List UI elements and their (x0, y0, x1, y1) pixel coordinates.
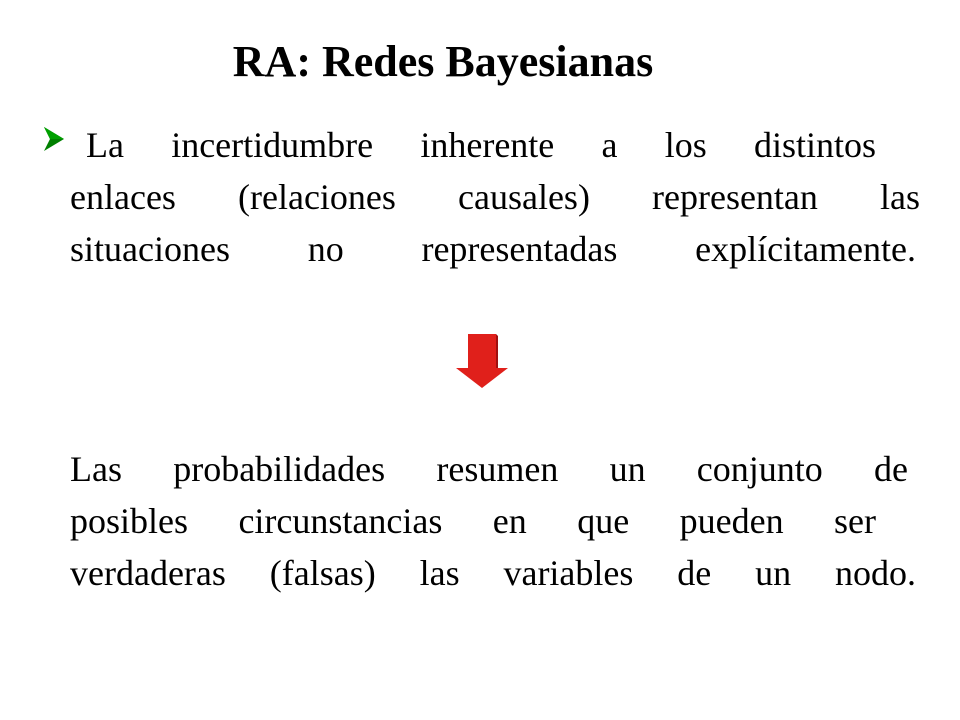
paragraph-line: situaciones no representadas explícitamente. (70, 229, 916, 269)
paragraph-line: enlaces (relaciones causales) representan las (70, 177, 920, 217)
arrowhead-bullet-icon (42, 121, 66, 157)
paragraph-line: verdaderas (falsas) las variables de un nodo. (70, 553, 916, 593)
paragraph-line: posibles circunstancias en que pueden ser (70, 501, 876, 541)
paragraph-line: Las probabilidades resumen un conjunto de (70, 449, 908, 489)
bullet-paragraph (70, 119, 920, 275)
conclusion-paragraph (70, 443, 916, 599)
down-arrow-icon (456, 334, 508, 388)
paragraph-line: La incertidumbre inherente a los distintos (86, 125, 876, 165)
slide-title: RA: Redes Bayesianas (232, 37, 654, 86)
